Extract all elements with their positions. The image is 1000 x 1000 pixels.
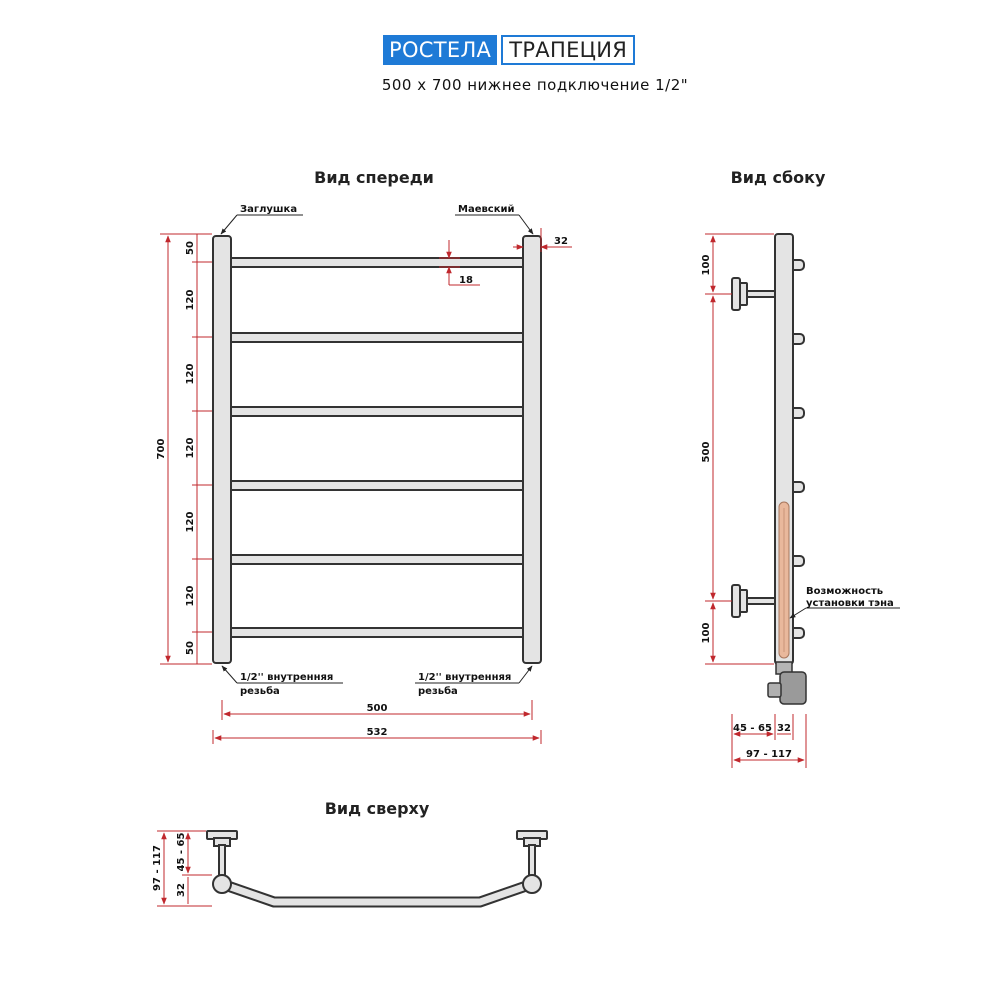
rung-3 [227,407,527,416]
bracket-top-plate [732,278,740,310]
thread-right-line2: резьба [418,686,458,697]
spacing-1-label: 120 [185,289,196,311]
front-rungs [227,258,527,637]
bracket-top-rod [745,291,775,297]
side-dim-bottom-label: 100 [701,622,712,644]
height-dim-label: 700 [156,438,167,460]
top-depth-label: 97 - 117 [152,845,163,891]
side-view-title: Вид сбоку [730,168,826,187]
total-width-label: 532 [366,727,388,738]
top-offset-label: 45 - 65 [176,832,187,872]
top-pipe-label: 32 [176,883,187,897]
thread-left-arrow [222,666,237,683]
side-view [701,168,900,768]
axis-width-label: 500 [366,703,388,714]
thread-right-arrow [519,666,532,683]
plug-arrow [221,215,237,234]
right-upright [523,236,541,663]
pipe-dim-label: 32 [554,236,568,247]
rung-4 [227,481,527,490]
bracket-top-flange [740,283,747,305]
bracket-bottom-flange [740,590,747,612]
spacing-top-label: 50 [185,241,196,255]
top-view-title: Вид сверху [324,799,430,818]
spacing-chain [185,234,212,664]
rung-1 [227,258,527,267]
top-rail [222,884,532,902]
brand-name: РОСТЕЛА [383,35,497,65]
heater-label-line1: Возможность [806,586,884,597]
side-dim-top-label: 100 [701,254,712,276]
plug-label: Заглушка [240,204,298,215]
connector-plug [768,683,781,697]
spacing-5-label: 120 [185,585,196,607]
rung-2 [227,333,527,342]
spacing-2-label: 120 [185,363,196,385]
side-offset-label: 45 - 65 [733,723,772,734]
rung-5 [227,555,527,564]
connector-body [780,672,806,704]
valve-arrow [519,215,533,234]
thread-right-line1: 1/2'' внутренняя [418,672,512,683]
valve-label: Маевский [458,204,515,215]
heater-connector [768,662,806,704]
thread-left-line2: резьба [240,686,280,697]
wall-bracket-top [732,278,775,310]
rung-dim-label: 18 [459,275,473,286]
top-pipe-left [213,875,231,893]
side-depth-label: 97 - 117 [746,749,792,760]
bracket-bottom-rod [745,598,775,604]
top-pipe-right [523,875,541,893]
side-dim-mid-label: 500 [701,441,712,463]
top-bracket-right-rod [529,845,535,877]
rung-6 [227,628,527,637]
bracket-bottom-plate [732,585,740,617]
top-view [152,799,547,906]
wall-bracket-bottom [732,585,775,617]
left-upright [213,236,231,663]
product-subtitle: 500 х 700 нижнее подключение 1/2" [381,76,689,94]
spacing-bottom-label: 50 [185,641,196,655]
front-view-title: Вид спереди [314,168,434,187]
front-view [156,168,572,744]
heater-label-line2: установки тэна [806,598,894,609]
top-bracket-right [517,831,547,877]
spacing-4-label: 120 [185,511,196,533]
model-name: ТРАПЕЦИЯ [501,35,635,65]
thread-left-line1: 1/2'' внутренняя [240,672,334,683]
spacing-3-label: 120 [185,437,196,459]
top-bracket-left [207,831,237,877]
side-pipe-label: 32 [777,723,791,734]
top-bracket-left-rod [219,845,225,877]
